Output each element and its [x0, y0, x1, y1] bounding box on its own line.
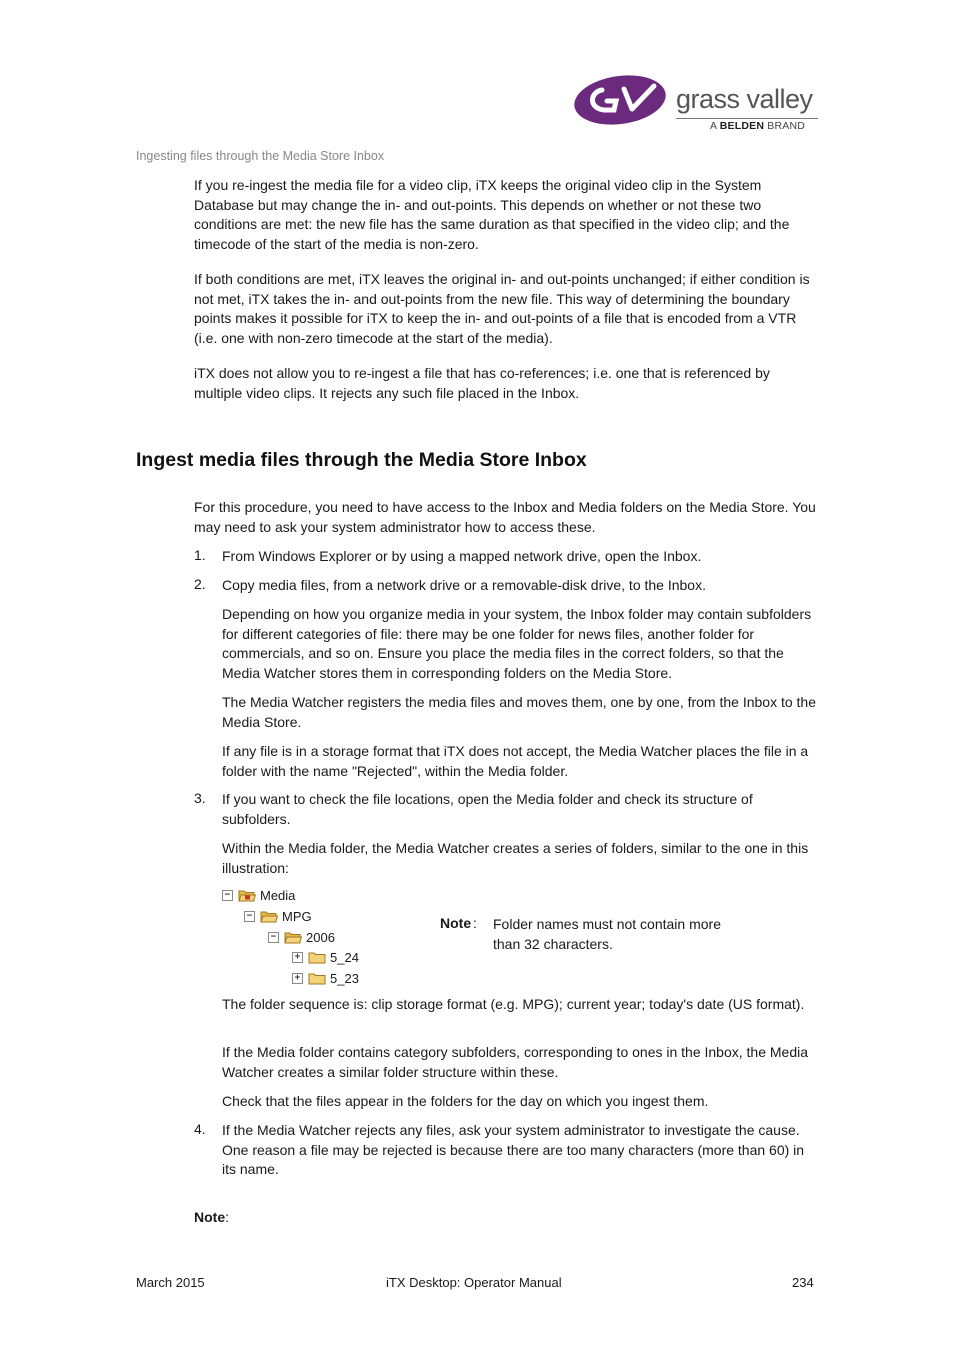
- intro-paragraph-3: iTX does not allow you to re-ingest a file that has co-references; i.e. one that is referenced by multiple video clips. It rejects any such file placed in the Inbox.: [194, 365, 770, 401]
- step-text: Copy media files, from a network drive or a removable-disk drive, to the Inbox.: [222, 577, 706, 593]
- open-folder-icon: [284, 931, 302, 944]
- collapse-icon: −: [244, 911, 255, 922]
- step-3-detail-3: If the Media folder contains category subfolders, corresponding to ones in the Inbox, the Media Watcher creates a similar folder structure within these.: [222, 1044, 809, 1080]
- bottom-note-colon: :: [225, 1209, 230, 1225]
- step-3-detail-2: The folder sequence is: clip storage format (e.g. MPG); current year; today's date (US format).: [222, 996, 805, 1012]
- brand-tagline: A BELDEN BRAND: [710, 120, 806, 132]
- grass-valley-logo-mark-icon: [572, 70, 676, 130]
- tree-node-media: [222, 886, 295, 904]
- step-text: From Windows Explorer or by using a mapped network drive, open the Inbox.: [222, 548, 702, 564]
- step-3-detail-1: Within the Media folder, the Media Watcher creates a series of folders, similar to the one in this illustration:: [222, 840, 809, 876]
- running-head: Ingesting files through the Media Store Inbox: [136, 149, 385, 163]
- folder-tree-illustration: [222, 886, 402, 990]
- tree-node-label: 5_24: [330, 949, 359, 965]
- open-folder-icon: [260, 910, 278, 923]
- step-number: 3.: [194, 790, 206, 806]
- step-number: 1.: [194, 547, 206, 563]
- collapse-icon: −: [222, 890, 233, 901]
- step-2-detail-1: Depending on how you organize media in your system, the Inbox folder may contain subfolders for different categories of file: there may be one folder for news files, another folder for commercials, and so on. Ensure you place the media files in the correct folders, so that the Media Watcher stores them in corresponding folders on the Media Store.: [222, 606, 812, 681]
- step-number: 4.: [194, 1121, 206, 1137]
- tree-node-label: 2006: [306, 929, 335, 945]
- tree-node-label: MPG: [282, 908, 312, 924]
- grass-valley-logo: [572, 70, 822, 136]
- tree-node-label: Media: [260, 887, 296, 903]
- tree-node-label: 5_23: [330, 970, 359, 986]
- tree-node-2006: [268, 928, 335, 946]
- expand-icon: +: [292, 973, 303, 984]
- footer-page-number: 234: [792, 1275, 814, 1290]
- brand-name: grass valley: [676, 84, 813, 114]
- footer-title: iTX Desktop: Operator Manual: [386, 1275, 562, 1290]
- section-title: Ingest media files through the Media Store Inbox: [136, 449, 587, 471]
- step-text: If you want to check the file locations, open the Media folder and check its structure of subfolders.: [222, 791, 753, 827]
- tree-node-5-24: [292, 948, 359, 966]
- open-folder-icon: [238, 889, 256, 902]
- step-2-detail-2: The Media Watcher registers the media files and moves them, one by one, from the Inbox to the Media Store.: [222, 694, 817, 730]
- tree-node-mpg: [244, 907, 312, 925]
- bottom-note: [194, 1209, 229, 1225]
- folder-icon: [308, 951, 326, 964]
- bottom-note-label: Note: [194, 1209, 226, 1225]
- collapse-icon: −: [268, 932, 279, 943]
- brand-divider: [676, 118, 818, 119]
- tree-node-5-23: [292, 969, 359, 987]
- step-text: If the Media Watcher rejects any files, ask your system administrator to investigate the cause. One reason a file may be rejected is because there are too many characters (more than 60) in its name.: [222, 1122, 805, 1178]
- intro-paragraph-2: If both conditions are met, iTX leaves the original in- and out-points unchanged; if either condition is not met, iTX takes the in- and out-points from the new file. This way of determining the boundary points makes it possible for iTX to keep the in- and out-points of a file that is encoded from a VTR (i.e. one with non-zero timecode at the start of the media).: [194, 271, 810, 346]
- intro-paragraph-1: If you re-ingest the media file for a video clip, iTX keeps the original video clip in the System Database but may change the in- and out-points. This depends on whether or not these two conditions are met: the new file has the same duration as that specified in the video clip; and the timecode of the start of the media is non-zero.: [194, 177, 790, 252]
- step-number: 2.: [194, 576, 206, 592]
- procedure-lead: For this procedure, you need to have access to the Inbox and Media folders on the Media Store. You may need to ask your system administrator how to access these.: [194, 499, 816, 535]
- step-2-detail-3: If any file is in a storage format that iTX does not accept, the Media Watcher places the file in a folder with the name "Rejected", within the Media folder.: [222, 743, 809, 779]
- step-3-detail-4: Check that the files appear in the folders for the day on which you ingest them.: [222, 1093, 709, 1109]
- folder-icon: [308, 972, 326, 985]
- inline-note-colon: :: [473, 915, 477, 931]
- expand-icon: +: [292, 952, 303, 963]
- inline-note-text: Folder names must not contain more than 32 characters.: [493, 916, 721, 952]
- inline-note-label: Note: [440, 915, 472, 931]
- footer-date: March 2015: [136, 1275, 205, 1290]
